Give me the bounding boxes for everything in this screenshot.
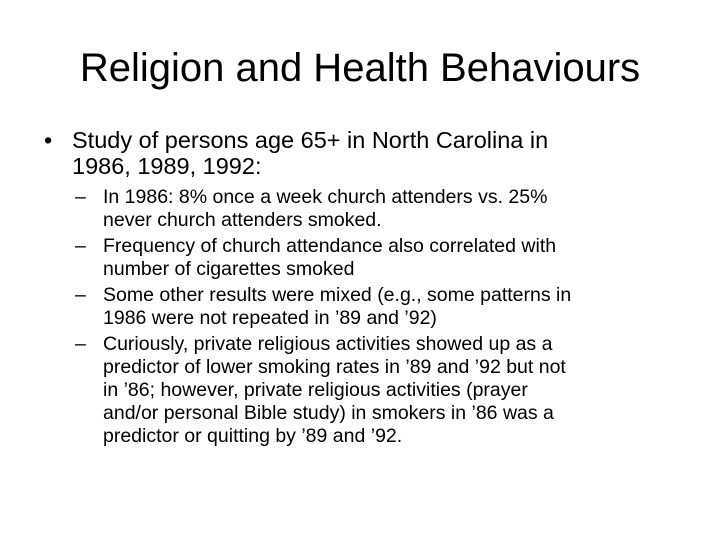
sub-bullet-line: Frequency of church attendance also correlated with [103,235,557,257]
sub-bullet-line: and/or personal Bible study) in smokers in ’86 was a [103,402,554,424]
sub-bullet-list [75,186,694,448]
sub-bullet-line: in ’86; however, private religious activities (prayer [103,379,528,401]
bullet-marker: • [44,127,53,153]
dash-marker: – [75,235,86,257]
sub-bullet-line: predictor or quitting by ’89 and ’92. [103,425,403,447]
slide-title: Religion and Health Behaviours [79,46,641,90]
main-bullet-line: 1986, 1989, 1992: [72,153,262,179]
slide-body [44,127,694,451]
sub-bullet-line: predictor of lower smoking rates in ’89 and ’92 but not [103,356,566,378]
sub-bullet-mixed-results [75,284,694,330]
main-bullet [44,127,694,179]
sub-bullet-line: number of cigarettes smoked [103,258,355,280]
sub-bullet-line: never church attenders smoked. [103,209,382,231]
dash-marker: – [75,284,86,306]
sub-bullet-1986-smoking [75,186,694,232]
dash-marker: – [75,186,86,208]
sub-bullet-line: In 1986: 8% once a week church attenders vs. 25% [103,186,548,208]
sub-bullet-line: 1986 were not repeated in ’89 and ’92) [103,307,437,329]
sub-bullet-line: Some other results were mixed (e.g., some patterns in [103,284,572,306]
sub-bullet-private-religious [75,333,694,448]
sub-bullet-frequency [75,235,694,281]
main-bullet-line: Study of persons age 65+ in North Carolina in [72,127,549,153]
dash-marker: – [75,333,86,355]
sub-bullet-line: Curiously, private religious activities showed up as a [103,333,553,355]
